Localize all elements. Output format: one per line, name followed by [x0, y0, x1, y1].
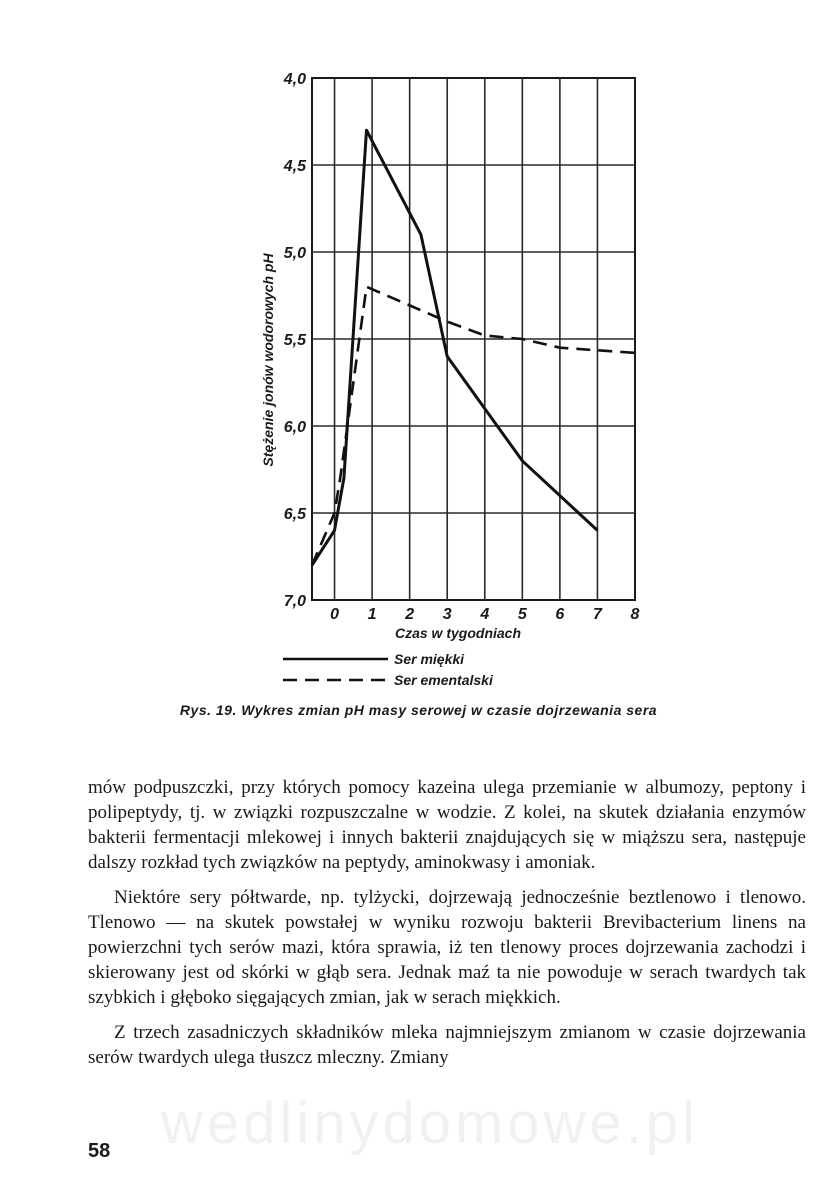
y-tick-label: 5,5 — [283, 332, 306, 349]
x-tick-label: 4 — [480, 606, 490, 623]
paragraph: mów podpuszczki, przy których pomocy kazeina ulega przemianie w albumozy, peptony i polipeptydy, tj. w związki rozpuszczalne w wodzie. Z kolei, na skutek działania enzymów bakterii fermentacji mlekowej i innych bakterii znajdujących się w miąższu sera, następuje dalszy rozkład tych związków na peptydy, aminokwasy i amoniak. — [88, 777, 806, 873]
paragraph: Niektóre sery półtwarde, np. tylżycki, dojrzewają jednocześnie beztlenowo i tlenowo. Tlenowo — na skutek powstałej w wyniku rozwoju bakterii Brevibacterium linens na powierzchni tych serów mazi, która sprawia, iż ten tlenowy proces dojrzewania zachodzi i skierowany jest od skórki w głąb sera. Jednak maź ta nie powoduje w serach twardych tak szybkich i głęboko sięgających zmian, jak w serach miękkich. — [88, 887, 806, 1008]
y-axis-label: Stężenie jonów wodorowych pH — [260, 253, 276, 467]
x-tick-label: 5 — [517, 606, 527, 623]
paragraph: Z trzech zasadniczych składników mleka najmniejszym zmianom w czasie dojrzewania serów twardych ulega tłuszcz mleczny. Zmiany — [88, 1022, 806, 1068]
y-tick-label: 6,5 — [283, 506, 306, 523]
x-tick-label: 8 — [630, 606, 640, 623]
legend-label: Ser miękki — [394, 651, 465, 667]
y-tick-label: 4,5 — [283, 158, 306, 175]
x-tick-label: 1 — [367, 606, 377, 623]
y-tick-label: 7,0 — [283, 593, 306, 610]
y-tick-label: 4,0 — [283, 71, 306, 88]
x-tick-label: 0 — [330, 606, 339, 623]
watermark: wedlinydomowe.pl — [161, 1091, 699, 1156]
y-tick-label: 5,0 — [283, 245, 306, 262]
x-tick-label: 3 — [442, 606, 452, 623]
figure-caption: Rys. 19. Wykres zmian pH masy serowej w czasie dojrzewania sera — [179, 702, 658, 718]
body-text — [88, 775, 806, 1080]
legend-label: Ser ementalski — [394, 672, 493, 688]
x-tick-label: 6 — [555, 606, 565, 623]
page-number: 58 — [88, 1140, 111, 1162]
x-tick-label: 7 — [592, 606, 602, 623]
x-axis-label: Czas w tygodniach — [394, 625, 522, 641]
x-tick-label: 2 — [405, 606, 415, 623]
y-tick-label: 6,0 — [283, 419, 306, 436]
